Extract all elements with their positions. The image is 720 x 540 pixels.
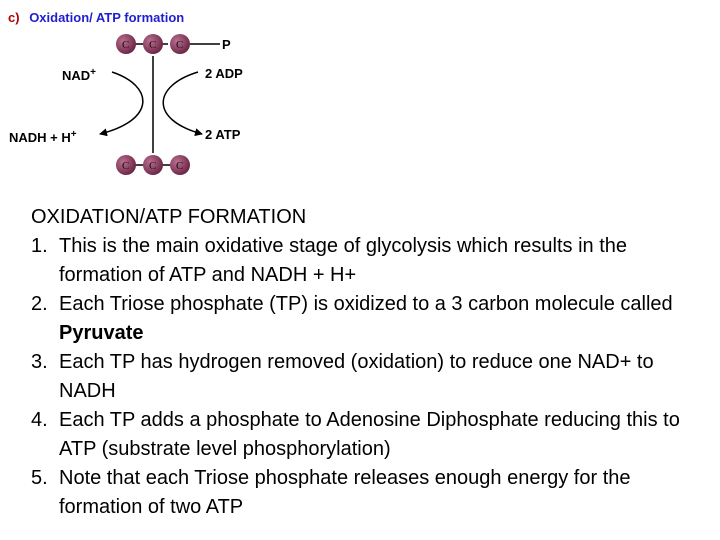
phosphate-label: P xyxy=(222,37,231,52)
carbon-label: C xyxy=(176,160,184,172)
nadh-label: NADH + H+ xyxy=(9,129,77,145)
pyruvate-term: Pyruvate xyxy=(59,322,144,344)
list-item xyxy=(31,348,701,406)
list-item xyxy=(31,232,701,290)
list-item xyxy=(31,290,701,348)
notes-heading: OXIDATION/ATP FORMATION xyxy=(31,206,307,228)
carbon-label: C xyxy=(122,160,130,172)
nad-label: NAD+ xyxy=(62,67,97,83)
diagram-title-main: Oxidation/ ATP formation xyxy=(29,10,185,25)
item-text: This is the main oxidative stage of glycolysis which results in the formation of ATP and NADH + H+ xyxy=(59,235,628,286)
item-number: 2. xyxy=(31,293,48,315)
nad-reduction-arrow xyxy=(100,72,143,134)
carbon-label: C xyxy=(149,39,157,51)
item-number: 1. xyxy=(31,235,48,257)
adp-label: 2 ADP xyxy=(205,66,243,81)
diagram-title-prefix: c) xyxy=(8,10,20,25)
atp-label: 2 ATP xyxy=(205,127,241,142)
carbon-label: C xyxy=(149,160,157,172)
item-text: Note that each Triose phosphate releases enough energy for the formation of two ATP xyxy=(59,467,631,518)
carbon-label: C xyxy=(122,39,130,51)
item-number: 5. xyxy=(31,467,48,489)
diagram-title xyxy=(8,10,184,25)
item-number: 3. xyxy=(31,351,48,373)
list-item xyxy=(31,406,701,464)
list-item xyxy=(31,464,701,522)
notes-text xyxy=(31,203,701,522)
item-number: 4. xyxy=(31,409,48,431)
bottom-carbon-chain xyxy=(116,155,190,175)
atp-formation-arrow xyxy=(163,72,202,134)
item-text: Each Triose phosphate (TP) is oxidized to a 3 carbon molecule called xyxy=(59,293,673,315)
top-carbon-chain xyxy=(116,34,231,54)
item-text: Each TP has hydrogen removed (oxidation) to reduce one NAD+ to NADH xyxy=(59,351,654,402)
item-text: Each TP adds a phosphate to Adenosine Diphosphate reducing this to ATP (substrate level phosphorylation) xyxy=(59,409,680,460)
notes-list xyxy=(31,232,701,522)
carbon-label: C xyxy=(176,39,184,51)
oxidation-diagram xyxy=(0,0,300,190)
